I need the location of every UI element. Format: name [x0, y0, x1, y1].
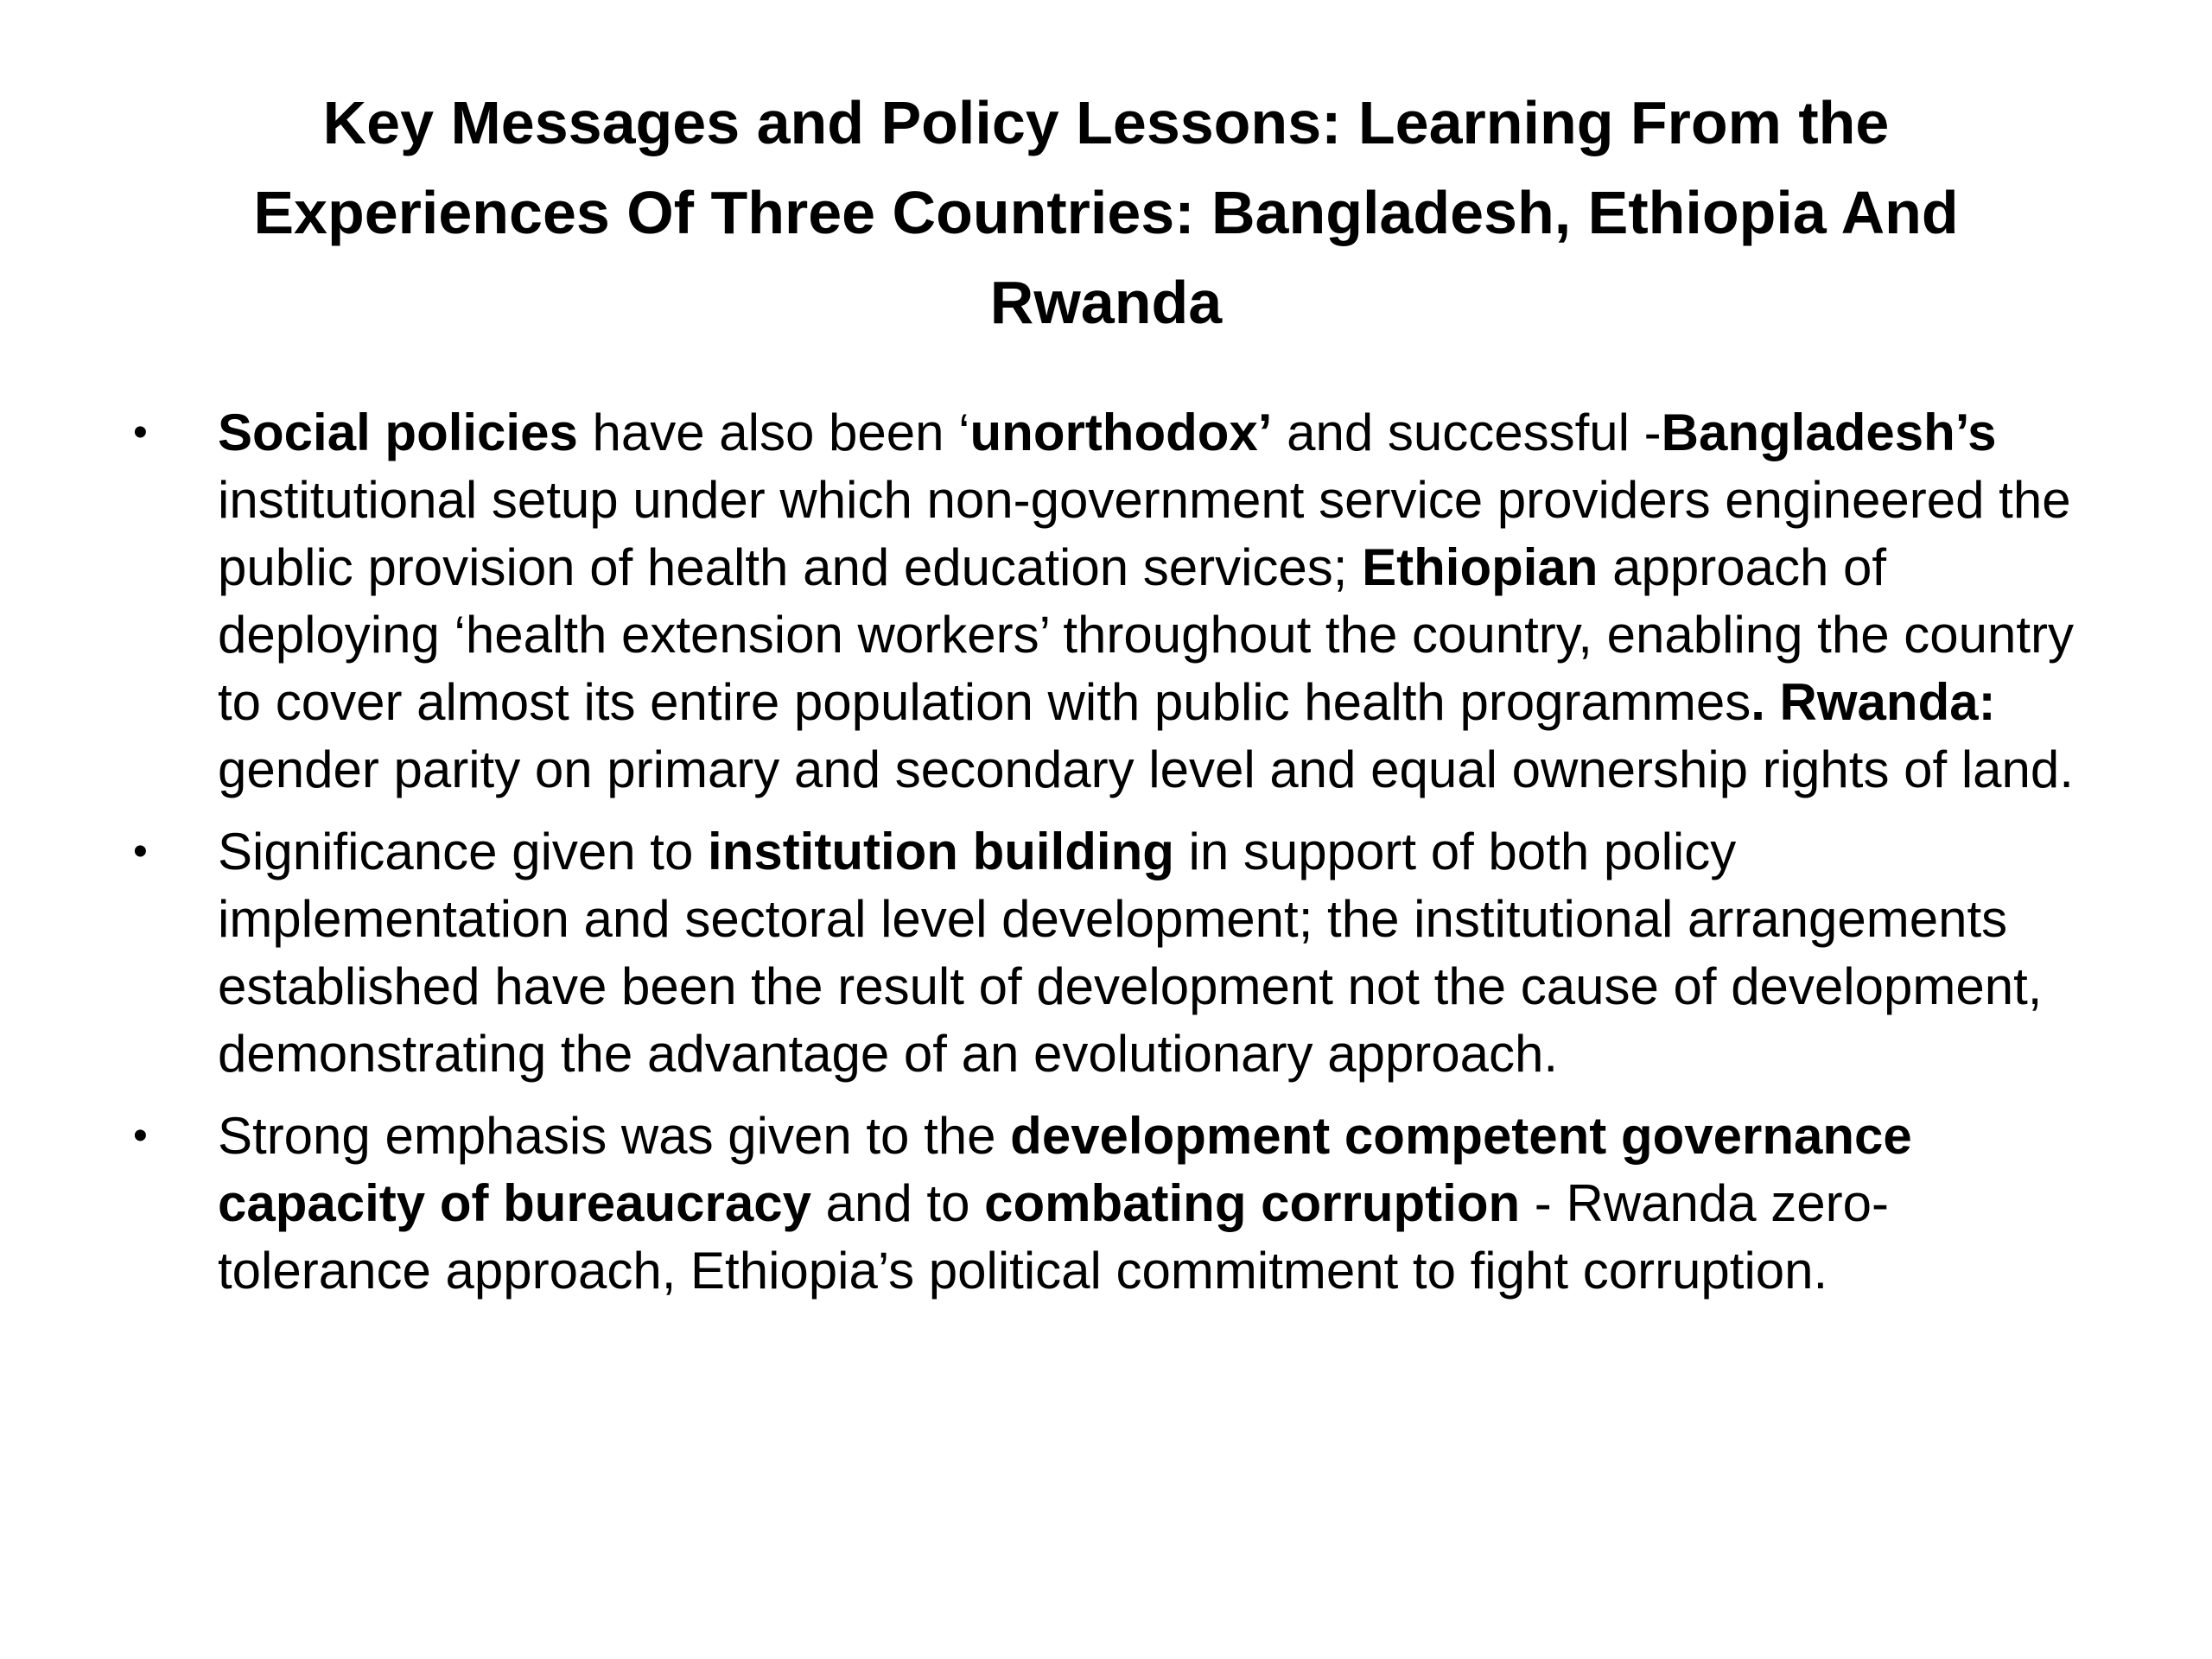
bullet-text-segment: Ethiopian: [1362, 538, 1599, 596]
bullet-text-segment: have also been ‘: [577, 404, 970, 461]
bullet-text-segment: development competent governance capacity of bureaucracy: [218, 1107, 1912, 1232]
bullet-text-segment: Significance given to: [218, 823, 709, 880]
bullet-item-governance: [130, 1103, 2100, 1305]
bullet-text-segment: Strong emphasis was given to the: [218, 1107, 1011, 1165]
bullet-text-segment: combating corruption: [984, 1174, 1521, 1232]
bullet-text-segment: and to: [810, 1174, 985, 1232]
bullet-icon: •: [133, 829, 148, 874]
bullet-text-segment: in support of both policy implementation and sectoral level development; the institutional arrangements established have been the result of development not the cause of development, demonstrating the advantage of an evolutionary approach.: [218, 823, 2043, 1083]
bullet-list: [130, 399, 2100, 1319]
bullet-text-segment: Bangladesh’s: [1661, 404, 1997, 461]
bullet-item-social-policies: [130, 399, 2100, 804]
bullet-text-segment: Social policies: [218, 404, 578, 461]
bullet-icon: •: [133, 1113, 148, 1159]
bullet-icon: •: [133, 410, 148, 455]
bullet-text-segment: . Rwanda:: [1751, 673, 1996, 731]
bullet-text-segment: unorthodox’: [969, 404, 1273, 461]
bullet-text-segment: - Rwanda zero-tolerance approach, Ethiopia’s political commitment to fight corruption.: [218, 1174, 1889, 1300]
bullet-text-segment: approach of deploying ‘health extension workers’ throughout the country, enabling the country to cover almost its entire population with public health programmes: [218, 538, 2075, 731]
slide-title: Key Messages and Policy Lessons: Learning From the Experiences Of Three Countries: Bangladesh, Ethiopia And Rwanda: [253, 89, 1959, 336]
bullet-text-segment: and successful -: [1272, 404, 1662, 461]
bullet-text-segment: gender parity on primary and secondary level and equal ownership rights of land.: [218, 741, 2074, 798]
bullet-item-institution-building: [130, 818, 2100, 1088]
bullet-text-segment: institution building: [708, 823, 1174, 880]
bullet-text-segment: institutional setup under which non-government service providers engineered the public provision of health and education services;: [218, 471, 2071, 596]
